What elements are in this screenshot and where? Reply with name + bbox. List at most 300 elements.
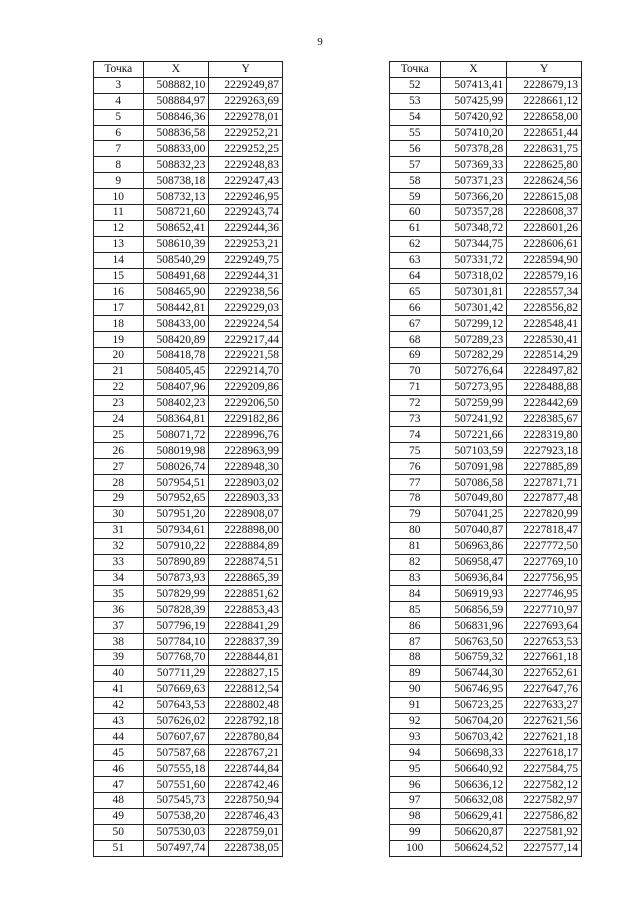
table-row <box>94 745 283 761</box>
point-number-cell: 92 <box>390 713 441 729</box>
point-number-cell: 9 <box>94 173 144 189</box>
x-coordinate-cell: 506703,42 <box>440 729 507 745</box>
y-coordinate-cell: 2228903,02 <box>209 475 283 491</box>
point-number-cell: 60 <box>390 205 441 221</box>
table-row <box>94 824 283 840</box>
x-coordinate-cell: 507301,42 <box>440 300 507 316</box>
point-number-cell: 63 <box>390 252 441 268</box>
y-coordinate-cell: 2228514,29 <box>507 348 582 364</box>
x-coordinate-cell: 508610,39 <box>143 236 209 252</box>
table-row <box>94 586 283 602</box>
table-row <box>94 109 283 125</box>
point-number-cell: 27 <box>94 459 144 475</box>
y-coordinate-cell: 2227584,75 <box>507 761 582 777</box>
table-row <box>390 300 582 316</box>
point-number-cell: 53 <box>390 93 441 109</box>
x-coordinate-cell: 507041,25 <box>440 506 507 522</box>
y-coordinate-cell: 2228738,05 <box>209 840 283 856</box>
point-number-cell: 62 <box>390 236 441 252</box>
table-row <box>390 586 582 602</box>
y-coordinate-cell: 2229244,36 <box>209 220 283 236</box>
table-row <box>390 157 582 173</box>
header-point: Точка <box>94 62 144 78</box>
x-coordinate-cell: 507357,28 <box>440 205 507 221</box>
x-coordinate-cell: 507413,41 <box>440 77 507 93</box>
y-coordinate-cell: 2228759,01 <box>209 824 283 840</box>
point-number-cell: 10 <box>94 189 144 205</box>
y-coordinate-cell: 2229243,74 <box>209 205 283 221</box>
x-coordinate-cell: 507555,18 <box>143 761 209 777</box>
point-number-cell: 93 <box>390 729 441 745</box>
point-number-cell: 84 <box>390 586 441 602</box>
x-coordinate-cell: 507954,51 <box>143 475 209 491</box>
x-coordinate-cell: 507040,87 <box>440 522 507 538</box>
x-coordinate-cell: 506704,20 <box>440 713 507 729</box>
table-row <box>390 459 582 475</box>
point-number-cell: 61 <box>390 220 441 236</box>
point-number-cell: 31 <box>94 522 144 538</box>
table-row <box>94 491 283 507</box>
y-coordinate-cell: 2228853,43 <box>209 602 283 618</box>
y-coordinate-cell: 2228594,90 <box>507 252 582 268</box>
point-number-cell: 42 <box>94 697 144 713</box>
x-coordinate-cell: 507551,60 <box>143 777 209 793</box>
y-coordinate-cell: 2227581,92 <box>507 824 582 840</box>
point-number-cell: 22 <box>94 379 144 395</box>
x-coordinate-cell: 508026,74 <box>143 459 209 475</box>
x-coordinate-cell: 506640,92 <box>440 761 507 777</box>
point-number-cell: 73 <box>390 411 441 427</box>
x-coordinate-cell: 507538,20 <box>143 808 209 824</box>
point-number-cell: 48 <box>94 792 144 808</box>
y-coordinate-cell: 2228625,80 <box>507 157 582 173</box>
x-coordinate-cell: 507951,20 <box>143 506 209 522</box>
point-number-cell: 95 <box>390 761 441 777</box>
point-number-cell: 50 <box>94 824 144 840</box>
y-coordinate-cell: 2228319,80 <box>507 427 582 443</box>
point-number-cell: 68 <box>390 332 441 348</box>
x-coordinate-cell: 506831,96 <box>440 618 507 634</box>
y-coordinate-cell: 2227746,95 <box>507 586 582 602</box>
y-coordinate-cell: 2227582,97 <box>507 792 582 808</box>
x-coordinate-cell: 508732,13 <box>143 189 209 205</box>
x-coordinate-cell: 508071,72 <box>143 427 209 443</box>
y-coordinate-cell: 2228624,56 <box>507 173 582 189</box>
y-coordinate-cell: 2229246,95 <box>209 189 283 205</box>
table-row <box>390 411 582 427</box>
y-coordinate-cell: 2227885,89 <box>507 459 582 475</box>
table-row <box>94 761 283 777</box>
y-coordinate-cell: 2228385,67 <box>507 411 582 427</box>
x-coordinate-cell: 506632,08 <box>440 792 507 808</box>
y-coordinate-cell: 2227710,97 <box>507 602 582 618</box>
table-row <box>390 491 582 507</box>
table-row <box>390 618 582 634</box>
x-coordinate-cell: 507301,81 <box>440 284 507 300</box>
y-coordinate-cell: 2228898,00 <box>209 522 283 538</box>
table-row <box>390 348 582 364</box>
x-coordinate-cell: 507366,20 <box>440 189 507 205</box>
table-row <box>94 252 283 268</box>
point-number-cell: 82 <box>390 554 441 570</box>
table-row <box>390 395 582 411</box>
x-coordinate-cell: 506746,95 <box>440 681 507 697</box>
x-coordinate-cell: 507259,99 <box>440 395 507 411</box>
header-point: Точка <box>390 62 441 78</box>
table-row <box>390 205 582 221</box>
table-row <box>94 808 283 824</box>
x-coordinate-cell: 507103,59 <box>440 443 507 459</box>
x-coordinate-cell: 508833,00 <box>143 141 209 157</box>
table-header-row <box>390 62 582 78</box>
x-coordinate-cell: 507784,10 <box>143 634 209 650</box>
y-coordinate-cell: 2228802,48 <box>209 697 283 713</box>
header-y: Y <box>507 62 582 78</box>
point-number-cell: 33 <box>94 554 144 570</box>
table-row <box>94 777 283 793</box>
y-coordinate-cell: 2229252,21 <box>209 125 283 141</box>
point-number-cell: 30 <box>94 506 144 522</box>
table-row <box>94 157 283 173</box>
x-coordinate-cell: 508832,23 <box>143 157 209 173</box>
x-coordinate-cell: 507241,92 <box>440 411 507 427</box>
point-number-cell: 91 <box>390 697 441 713</box>
y-coordinate-cell: 2228963,99 <box>209 443 283 459</box>
x-coordinate-cell: 508846,36 <box>143 109 209 125</box>
point-number-cell: 25 <box>94 427 144 443</box>
x-coordinate-cell: 506856,59 <box>440 602 507 618</box>
point-number-cell: 26 <box>94 443 144 459</box>
y-coordinate-cell: 2229263,69 <box>209 93 283 109</box>
point-number-cell: 72 <box>390 395 441 411</box>
y-coordinate-cell: 2228530,41 <box>507 332 582 348</box>
table-row <box>94 220 283 236</box>
table-row <box>94 93 283 109</box>
y-coordinate-cell: 2227653,53 <box>507 634 582 650</box>
y-coordinate-cell: 2228556,82 <box>507 300 582 316</box>
coordinates-table-right <box>389 61 582 857</box>
point-number-cell: 4 <box>94 93 144 109</box>
point-number-cell: 12 <box>94 220 144 236</box>
x-coordinate-cell: 507643,53 <box>143 697 209 713</box>
table-row <box>390 634 582 650</box>
point-number-cell: 14 <box>94 252 144 268</box>
table-row <box>94 125 283 141</box>
table-row <box>390 840 582 856</box>
point-number-cell: 52 <box>390 77 441 93</box>
point-number-cell: 74 <box>390 427 441 443</box>
point-number-cell: 40 <box>94 665 144 681</box>
table-row <box>390 475 582 491</box>
table-row <box>94 379 283 395</box>
point-number-cell: 85 <box>390 602 441 618</box>
y-coordinate-cell: 2228579,16 <box>507 268 582 284</box>
point-number-cell: 58 <box>390 173 441 189</box>
x-coordinate-cell: 507873,93 <box>143 570 209 586</box>
y-coordinate-cell: 2227621,18 <box>507 729 582 745</box>
y-coordinate-cell: 2227586,82 <box>507 808 582 824</box>
y-coordinate-cell: 2229252,25 <box>209 141 283 157</box>
y-coordinate-cell: 2227772,50 <box>507 538 582 554</box>
y-coordinate-cell: 2228679,13 <box>507 77 582 93</box>
point-number-cell: 23 <box>94 395 144 411</box>
point-number-cell: 98 <box>390 808 441 824</box>
table-row <box>390 332 582 348</box>
point-number-cell: 76 <box>390 459 441 475</box>
y-coordinate-cell: 2227647,76 <box>507 681 582 697</box>
point-number-cell: 54 <box>390 109 441 125</box>
x-coordinate-cell: 506636,12 <box>440 777 507 793</box>
table-row <box>94 443 283 459</box>
x-coordinate-cell: 506919,93 <box>440 586 507 602</box>
point-number-cell: 29 <box>94 491 144 507</box>
point-number-cell: 69 <box>390 348 441 364</box>
table-row <box>94 681 283 697</box>
x-coordinate-cell: 508407,96 <box>143 379 209 395</box>
point-number-cell: 89 <box>390 665 441 681</box>
header-x: X <box>440 62 507 78</box>
table-row <box>94 332 283 348</box>
table-row <box>94 348 283 364</box>
table-header-row <box>94 62 283 78</box>
table-row <box>390 284 582 300</box>
point-number-cell: 90 <box>390 681 441 697</box>
x-coordinate-cell: 507669,63 <box>143 681 209 697</box>
x-coordinate-cell: 507934,61 <box>143 522 209 538</box>
x-coordinate-cell: 507049,80 <box>440 491 507 507</box>
page-number: 9 <box>317 36 323 48</box>
y-coordinate-cell: 2228658,00 <box>507 109 582 125</box>
table-row <box>390 363 582 379</box>
table-body-left <box>94 77 283 856</box>
table-row <box>390 649 582 665</box>
point-number-cell: 7 <box>94 141 144 157</box>
y-coordinate-cell: 2229253,21 <box>209 236 283 252</box>
table-row <box>94 538 283 554</box>
table-row <box>390 681 582 697</box>
point-number-cell: 37 <box>94 618 144 634</box>
table-row <box>94 205 283 221</box>
y-coordinate-cell: 2227756,95 <box>507 570 582 586</box>
point-number-cell: 19 <box>94 332 144 348</box>
x-coordinate-cell: 507420,92 <box>440 109 507 125</box>
x-coordinate-cell: 507828,39 <box>143 602 209 618</box>
x-coordinate-cell: 508402,23 <box>143 395 209 411</box>
y-coordinate-cell: 2227818,47 <box>507 522 582 538</box>
x-coordinate-cell: 507282,29 <box>440 348 507 364</box>
y-coordinate-cell: 2229224,54 <box>209 316 283 332</box>
x-coordinate-cell: 508364,81 <box>143 411 209 427</box>
table-row <box>94 618 283 634</box>
point-number-cell: 11 <box>94 205 144 221</box>
y-coordinate-cell: 2228903,33 <box>209 491 283 507</box>
point-number-cell: 100 <box>390 840 441 856</box>
y-coordinate-cell: 2228442,69 <box>507 395 582 411</box>
x-coordinate-cell: 508836,58 <box>143 125 209 141</box>
table-row <box>390 427 582 443</box>
table-row <box>94 395 283 411</box>
table-row <box>94 300 283 316</box>
x-coordinate-cell: 507711,29 <box>143 665 209 681</box>
point-number-cell: 83 <box>390 570 441 586</box>
y-coordinate-cell: 2228851,62 <box>209 586 283 602</box>
y-coordinate-cell: 2228750,94 <box>209 792 283 808</box>
x-coordinate-cell: 507378,28 <box>440 141 507 157</box>
table-row <box>94 840 283 856</box>
point-number-cell: 45 <box>94 745 144 761</box>
point-number-cell: 46 <box>94 761 144 777</box>
y-coordinate-cell: 2228744,84 <box>209 761 283 777</box>
y-coordinate-cell: 2229247,43 <box>209 173 283 189</box>
x-coordinate-cell: 506763,50 <box>440 634 507 650</box>
y-coordinate-cell: 2227652,61 <box>507 665 582 681</box>
point-number-cell: 55 <box>390 125 441 141</box>
x-coordinate-cell: 507829,99 <box>143 586 209 602</box>
point-number-cell: 51 <box>94 840 144 856</box>
x-coordinate-cell: 508405,45 <box>143 363 209 379</box>
table-row <box>94 697 283 713</box>
y-coordinate-cell: 2228601,26 <box>507 220 582 236</box>
table-row <box>390 777 582 793</box>
x-coordinate-cell: 508420,89 <box>143 332 209 348</box>
y-coordinate-cell: 2228874,51 <box>209 554 283 570</box>
coordinates-table-left <box>93 61 283 857</box>
point-number-cell: 8 <box>94 157 144 173</box>
x-coordinate-cell: 508540,29 <box>143 252 209 268</box>
x-coordinate-cell: 507221,66 <box>440 427 507 443</box>
point-number-cell: 24 <box>94 411 144 427</box>
x-coordinate-cell: 507276,64 <box>440 363 507 379</box>
x-coordinate-cell: 508738,18 <box>143 173 209 189</box>
table-row <box>94 665 283 681</box>
point-number-cell: 65 <box>390 284 441 300</box>
x-coordinate-cell: 508884,97 <box>143 93 209 109</box>
y-coordinate-cell: 2228996,76 <box>209 427 283 443</box>
table-row <box>94 173 283 189</box>
x-coordinate-cell: 508442,81 <box>143 300 209 316</box>
y-coordinate-cell: 2228812,54 <box>209 681 283 697</box>
y-coordinate-cell: 2228827,15 <box>209 665 283 681</box>
table-row <box>94 554 283 570</box>
y-coordinate-cell: 2229217,44 <box>209 332 283 348</box>
y-coordinate-cell: 2229278,01 <box>209 109 283 125</box>
x-coordinate-cell: 507796,19 <box>143 618 209 634</box>
y-coordinate-cell: 2228948,30 <box>209 459 283 475</box>
x-coordinate-cell: 506958,47 <box>440 554 507 570</box>
table-row <box>94 459 283 475</box>
table-row <box>390 554 582 570</box>
table-row <box>390 443 582 459</box>
x-coordinate-cell: 507545,73 <box>143 792 209 808</box>
y-coordinate-cell: 2229209,86 <box>209 379 283 395</box>
table-body-right <box>390 77 582 856</box>
y-coordinate-cell: 2228767,21 <box>209 745 283 761</box>
y-coordinate-cell: 2228497,82 <box>507 363 582 379</box>
x-coordinate-cell: 507497,74 <box>143 840 209 856</box>
x-coordinate-cell: 507952,65 <box>143 491 209 507</box>
point-number-cell: 43 <box>94 713 144 729</box>
table-row <box>390 729 582 745</box>
x-coordinate-cell: 507607,67 <box>143 729 209 745</box>
table-row <box>390 93 582 109</box>
table-row <box>390 77 582 93</box>
table-row <box>94 570 283 586</box>
y-coordinate-cell: 2228837,39 <box>209 634 283 650</box>
y-coordinate-cell: 2228742,46 <box>209 777 283 793</box>
table-row <box>390 379 582 395</box>
y-coordinate-cell: 2229249,87 <box>209 77 283 93</box>
table-row <box>390 697 582 713</box>
table-row <box>390 602 582 618</box>
point-number-cell: 47 <box>94 777 144 793</box>
x-coordinate-cell: 507318,02 <box>440 268 507 284</box>
table-row <box>390 792 582 808</box>
table-row <box>390 824 582 840</box>
point-number-cell: 67 <box>390 316 441 332</box>
y-coordinate-cell: 2227633,27 <box>507 697 582 713</box>
table-row <box>94 411 283 427</box>
table-row <box>94 363 283 379</box>
table-row <box>94 77 283 93</box>
point-number-cell: 6 <box>94 125 144 141</box>
y-coordinate-cell: 2228908,07 <box>209 506 283 522</box>
table-row <box>390 189 582 205</box>
table-row <box>390 316 582 332</box>
y-coordinate-cell: 2229244,31 <box>209 268 283 284</box>
table-row <box>94 506 283 522</box>
x-coordinate-cell: 508652,41 <box>143 220 209 236</box>
y-coordinate-cell: 2229248,83 <box>209 157 283 173</box>
y-coordinate-cell: 2228884,89 <box>209 538 283 554</box>
x-coordinate-cell: 507344,75 <box>440 236 507 252</box>
x-coordinate-cell: 506629,41 <box>440 808 507 824</box>
point-number-cell: 36 <box>94 602 144 618</box>
point-number-cell: 44 <box>94 729 144 745</box>
table-row <box>390 109 582 125</box>
table-row <box>390 538 582 554</box>
point-number-cell: 21 <box>94 363 144 379</box>
y-coordinate-cell: 2227621,56 <box>507 713 582 729</box>
point-number-cell: 41 <box>94 681 144 697</box>
x-coordinate-cell: 507626,02 <box>143 713 209 729</box>
x-coordinate-cell: 506744,30 <box>440 665 507 681</box>
table-row <box>94 522 283 538</box>
x-coordinate-cell: 507331,72 <box>440 252 507 268</box>
x-coordinate-cell: 506723,25 <box>440 697 507 713</box>
table-row <box>94 284 283 300</box>
x-coordinate-cell: 508491,68 <box>143 268 209 284</box>
y-coordinate-cell: 2228548,41 <box>507 316 582 332</box>
x-coordinate-cell: 506698,33 <box>440 745 507 761</box>
table-row <box>94 792 283 808</box>
point-number-cell: 71 <box>390 379 441 395</box>
point-number-cell: 81 <box>390 538 441 554</box>
table-row <box>390 570 582 586</box>
table-row <box>390 173 582 189</box>
table-row <box>390 236 582 252</box>
header-y: Y <box>209 62 283 78</box>
y-coordinate-cell: 2227871,71 <box>507 475 582 491</box>
point-number-cell: 34 <box>94 570 144 586</box>
point-number-cell: 86 <box>390 618 441 634</box>
point-number-cell: 97 <box>390 792 441 808</box>
x-coordinate-cell: 508465,90 <box>143 284 209 300</box>
point-number-cell: 88 <box>390 649 441 665</box>
table-row <box>390 268 582 284</box>
x-coordinate-cell: 506963,86 <box>440 538 507 554</box>
x-coordinate-cell: 507910,22 <box>143 538 209 554</box>
y-coordinate-cell: 2228557,34 <box>507 284 582 300</box>
